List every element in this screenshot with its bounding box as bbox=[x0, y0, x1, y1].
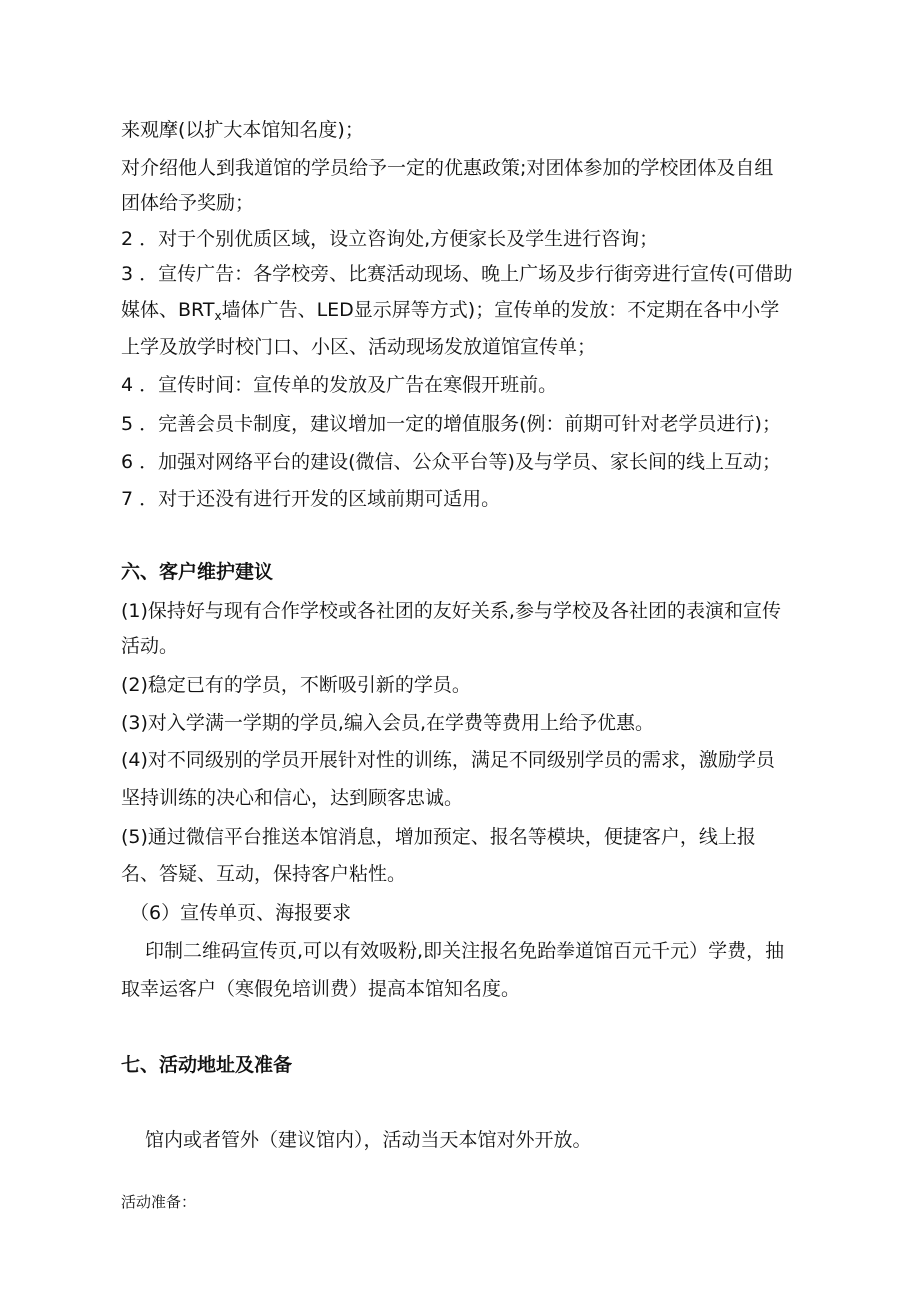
text-line: 对介绍他人到我道馆的学员给予一定的优惠政策;对团体参加的学校团体及自组 bbox=[121, 157, 774, 179]
text-line: (1)保持好与现有合作学校或各社团的友好关系,参与学校及各社团的表演和宣传 bbox=[121, 600, 781, 622]
text-span: 墙体广告、LED显示屏等方式)；宣传单的发放：不定期在各中小学 bbox=[221, 299, 780, 321]
text-line: (2)稳定已有的学员，不断吸引新的学员。 bbox=[121, 674, 471, 696]
subscript: x bbox=[214, 309, 222, 323]
text-line: 活动准备： bbox=[121, 1193, 197, 1211]
section-heading-7: 七、活动地址及准备 bbox=[121, 1054, 293, 1076]
list-item-4: 4 ．宣传时间：宣传单的发放及广告在寒假开班前。 bbox=[121, 374, 558, 396]
text-line bbox=[121, 297, 841, 329]
list-item-3: 3 ．宣传广告：各学校旁、比赛活动现场、晚上广场及步行街旁进行宣传(可借助 bbox=[121, 263, 793, 285]
text-line: 坚持训练的决心和信心，达到顾客忠诚。 bbox=[121, 787, 464, 809]
list-item-2: 2 ．对于个别优质区域，设立咨询处,方便家长及学生进行咨询； bbox=[121, 228, 659, 250]
text-line: 团体给予奖励； bbox=[121, 192, 255, 214]
text-line: 取幸运客户（寒假免培训费）提高本馆知名度。 bbox=[121, 978, 521, 1000]
text-line: (4)对不同级别的学员开展针对性的训练，满足不同级别学员的需求，激励学员 bbox=[121, 749, 775, 771]
text-line: 印制二维码宣传页,可以有效吸粉,即关注报名免跆拳道馆百元千元）学费，抽 bbox=[145, 940, 785, 962]
text-line: 馆内或者管外（建议馆内），活动当天本馆对外开放。 bbox=[145, 1129, 592, 1151]
section-heading-6: 六、客户维护建议 bbox=[121, 561, 274, 583]
text-line: 活动。 bbox=[121, 635, 179, 657]
text-line: 来观摩(以扩大本馆知名度)； bbox=[121, 119, 364, 141]
text-line: 上学及放学时校门口、小区、活动现场发放道馆宣传单； bbox=[121, 336, 597, 358]
text-span: 媒体、BRT bbox=[121, 299, 215, 321]
list-item-7: 7 ．对于还没有进行开发的区域前期可适用。 bbox=[121, 488, 501, 510]
list-item-6: 6 ．加强对网络平台的建设(微信、公众平台等)及与学员、家长间的线上互动； bbox=[121, 451, 781, 473]
text-line: (3)对入学满一学期的学员,编入会员,在学费等费用上给予优惠。 bbox=[121, 712, 654, 734]
text-line: (5)通过微信平台推送本馆消息，增加预定、报名等模块，便捷客户，线上报 bbox=[121, 826, 756, 848]
text-line: 名、答疑、互动，保持客户粘性。 bbox=[121, 863, 407, 885]
text-line: （6）宣传单页、海报要求 bbox=[130, 902, 352, 924]
list-item-5: 5 ．完善会员卡制度，建议增加一定的增值服务(例：前期可针对老学员进行)； bbox=[121, 413, 781, 435]
